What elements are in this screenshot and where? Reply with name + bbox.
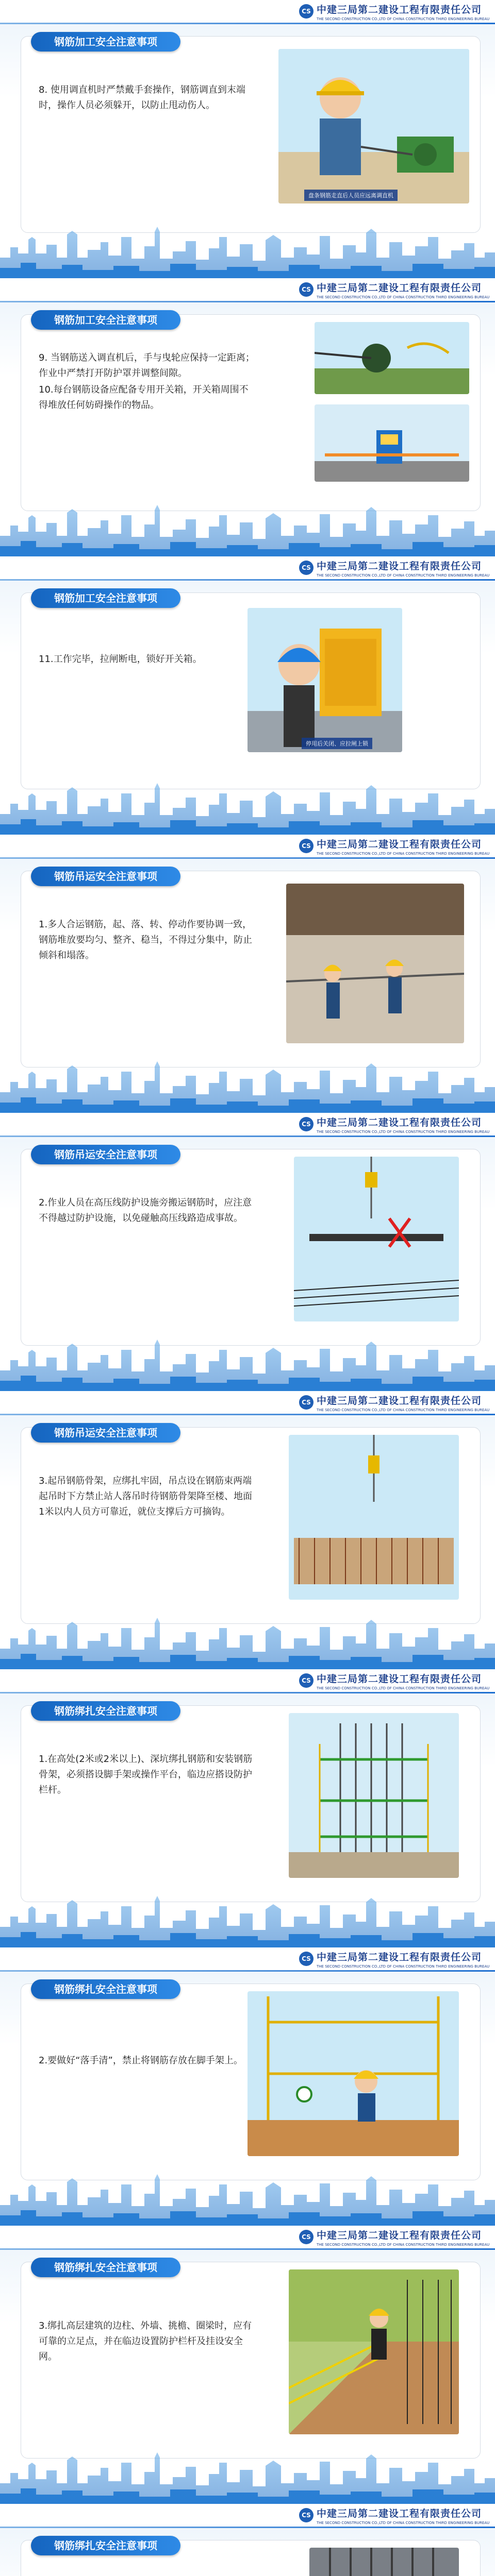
header-bar — [0, 1947, 495, 1970]
body-text — [39, 2053, 255, 2070]
header-divider — [0, 1692, 495, 1693]
illustration-scaffold-platform — [289, 1713, 459, 1878]
company-name-en: THE SECOND CONSTRUCTION CO.,LTD OF CHINA CONSTRUCTION THIRD ENGINEERING BUREAU — [317, 2243, 490, 2247]
company-logo: CS — [299, 1673, 314, 1688]
header-divider — [0, 301, 495, 302]
header-divider — [0, 2248, 495, 2250]
body-text — [39, 1473, 255, 1521]
company-name: 中建三局第二建设工程有限责任公司 — [317, 4, 482, 15]
slide-2 — [0, 278, 495, 556]
company-logo: CS — [299, 561, 314, 575]
section-title: 钢筋加工安全注意事项 — [31, 32, 180, 52]
paragraph: 9. 当钢筋送入调直机后，手与曳轮应保持一定距离；作业中严禁打开防护罩并调整间隙。 — [39, 352, 255, 379]
city-skyline-decoration — [0, 778, 495, 835]
header-divider — [0, 1136, 495, 1137]
body-text — [39, 1195, 255, 1227]
city-skyline-decoration — [0, 1056, 495, 1113]
illustration-lock-switch — [248, 608, 402, 752]
company-name: 中建三局第二建设工程有限责任公司 — [317, 2508, 482, 2519]
paragraph: 11.工作完毕，拉闸断电，锁好开关箱。 — [39, 654, 202, 665]
header-divider — [0, 2527, 495, 2528]
slide-1 — [0, 0, 495, 278]
paragraph: 10.每台钢筋设备应配备专用开关箱，开关箱周围不得堆放任何妨碍操作的物品。 — [39, 384, 249, 411]
paragraph: 3.起吊钢筋骨架，应绑扎牢固，吊点设在钢筋束两端起吊时下方禁止站人落吊时待钢筋骨架降至楼、地面1米以内人员方可靠近，就位支撑后方可摘钩。 — [39, 1476, 252, 1517]
company-name: 中建三局第二建设工程有限责任公司 — [317, 839, 482, 850]
slide-5 — [0, 1113, 495, 1391]
company-name: 中建三局第二建设工程有限责任公司 — [317, 1673, 482, 1685]
header-divider — [0, 23, 495, 24]
city-skyline-decoration — [0, 2169, 495, 2226]
header-bar — [0, 556, 495, 579]
header-bar — [0, 835, 495, 857]
body-text — [39, 2318, 255, 2366]
company-logo: CS — [299, 1395, 314, 1410]
city-skyline-decoration — [0, 500, 495, 556]
company-logo: CS — [299, 282, 314, 297]
paragraph: 1.在高处(2米或2米以上)、深坑绑扎钢筋和安装钢筋骨架，必须搭设脚手架或操作平台，临边应搭设防护栏杆。 — [39, 1754, 253, 1795]
illustration-caption: 盘条钢筋走直后人员应远离调直机 — [304, 190, 398, 201]
header-bar — [0, 0, 495, 23]
company-name-en: THE SECOND CONSTRUCTION CO.,LTD OF CHINA CONSTRUCTION THIRD ENGINEERING BUREAU — [317, 1130, 490, 1134]
company-name: 中建三局第二建设工程有限责任公司 — [317, 1117, 482, 1128]
header-bar — [0, 1391, 495, 1414]
company-name: 中建三局第二建设工程有限责任公司 — [317, 1952, 482, 1963]
paragraph: 2.要做好“落手清”，禁止将钢筋存放在脚手架上。 — [39, 2055, 243, 2066]
company-name-en: THE SECOND CONSTRUCTION CO.,LTD OF CHINA CONSTRUCTION THIRD ENGINEERING BUREAU — [317, 1686, 490, 1690]
company-name-en: THE SECOND CONSTRUCTION CO.,LTD OF CHINA CONSTRUCTION THIRD ENGINEERING BUREAU — [317, 573, 490, 578]
body-text — [39, 1752, 255, 1799]
company-name: 中建三局第二建设工程有限责任公司 — [317, 561, 482, 572]
city-skyline-decoration — [0, 222, 495, 278]
company-logo: CS — [299, 1952, 314, 1966]
city-skyline-decoration — [0, 1613, 495, 1669]
body-text — [39, 82, 255, 114]
company-logo: CS — [299, 1117, 314, 1131]
company-name: 中建三局第二建设工程有限责任公司 — [317, 282, 482, 294]
illustration-caption: 停用后关闭、应拉闸上锁 — [302, 738, 372, 749]
body-text — [39, 917, 255, 964]
header-bar — [0, 2226, 495, 2248]
header-bar — [0, 1113, 495, 1136]
slide-8 — [0, 1947, 495, 2226]
city-skyline-decoration — [0, 1891, 495, 1947]
section-title: 钢筋绑扎安全注意事项 — [31, 1701, 180, 1721]
section-title: 钢筋绑扎安全注意事项 — [31, 1979, 180, 1999]
paragraph: 3.绑扎高层建筑的边柱、外墙、挑檐、圈梁时，应有可靠的立足点，并在临边设置防护栏杆及挂设安全网。 — [39, 2320, 252, 2362]
company-name: 中建三局第二建设工程有限责任公司 — [317, 1395, 482, 1406]
slide-4 — [0, 835, 495, 1113]
header-divider — [0, 857, 495, 859]
slide-9 — [0, 2226, 495, 2504]
illustration-powerline-lifting — [294, 1157, 459, 1321]
illustration-rebar-cage-lifting — [289, 1435, 459, 1600]
company-logo: CS — [299, 2230, 314, 2244]
company-logo: CS — [299, 2508, 314, 2522]
illustration-clean-scaffold — [248, 1991, 459, 2156]
header-divider — [0, 1414, 495, 1415]
company-logo: CS — [299, 839, 314, 853]
section-title: 钢筋绑扎安全注意事项 — [31, 2258, 180, 2277]
illustration-worker-straightener — [278, 49, 469, 204]
paragraph: 1.多人合运钢筋，起、落、转、停动作要协调一致，钢筋堆放要均匀、整齐、稳当，不得过分集中，防止倾斜和塌落。 — [39, 919, 252, 961]
company-name-en: THE SECOND CONSTRUCTION CO.,LTD OF CHINA CONSTRUCTION THIRD ENGINEERING BUREAU — [317, 17, 490, 21]
company-name-en: THE SECOND CONSTRUCTION CO.,LTD OF CHINA CONSTRUCTION THIRD ENGINEERING BUREAU — [317, 852, 490, 856]
section-title: 钢筋绑扎安全注意事项 — [31, 2536, 180, 2555]
illustration-switch-box — [315, 404, 469, 482]
header-divider — [0, 1970, 495, 1972]
company-name-en: THE SECOND CONSTRUCTION CO.,LTD OF CHINA CONSTRUCTION THIRD ENGINEERING BUREAU — [317, 1408, 490, 1412]
illustration-rebar-cage-climb — [309, 2548, 459, 2576]
section-title: 钢筋吊运安全注意事项 — [31, 1423, 180, 1443]
slide-3 — [0, 556, 495, 835]
slide-7 — [0, 1669, 495, 1947]
company-name: 中建三局第二建设工程有限责任公司 — [317, 2230, 482, 2241]
body-text — [39, 652, 255, 668]
company-name-en: THE SECOND CONSTRUCTION CO.,LTD OF CHINA CONSTRUCTION THIRD ENGINEERING BUREAU — [317, 2521, 490, 2525]
illustration-edge-guardrail — [289, 2269, 459, 2434]
section-title: 钢筋加工安全注意事项 — [31, 310, 180, 330]
illustration-carrying-rebar — [286, 884, 464, 1043]
slide-6 — [0, 1391, 495, 1669]
city-skyline-decoration — [0, 2447, 495, 2504]
paragraph: 2.作业人员在高压线防护设施旁搬运钢筋时，应注意不得越过防护设施，以免碰触高压线路造成事故。 — [39, 1197, 252, 1224]
city-skyline-decoration — [0, 1334, 495, 1391]
slide-10 — [0, 2504, 495, 2576]
paragraph: 8. 使用调直机时严禁戴手套操作，钢筋调直到末端时，操作人员必须躲开，以防止甩动伤人。 — [39, 84, 245, 111]
body-text — [39, 350, 255, 414]
header-divider — [0, 579, 495, 581]
header-bar — [0, 278, 495, 301]
section-title: 钢筋吊运安全注意事项 — [31, 1145, 180, 1164]
section-title: 钢筋吊运安全注意事项 — [31, 867, 180, 886]
company-name-en: THE SECOND CONSTRUCTION CO.,LTD OF CHINA CONSTRUCTION THIRD ENGINEERING BUREAU — [317, 295, 490, 299]
company-name-en: THE SECOND CONSTRUCTION CO.,LTD OF CHINA CONSTRUCTION THIRD ENGINEERING BUREAU — [317, 1964, 490, 1969]
header-bar — [0, 1669, 495, 1692]
company-logo: CS — [299, 4, 314, 19]
header-bar — [0, 2504, 495, 2527]
illustration-feeding-rebar — [315, 322, 469, 394]
section-title: 钢筋加工安全注意事项 — [31, 588, 180, 608]
